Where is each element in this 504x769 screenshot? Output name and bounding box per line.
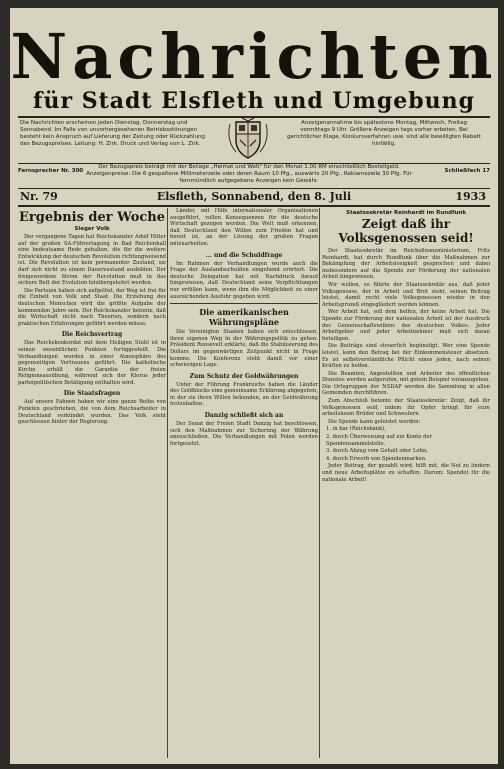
article-body — [170, 261, 318, 301]
column-divider — [167, 208, 168, 758]
masthead-subtitle: für Stadt Elsfleth und Umgebung — [33, 88, 475, 114]
phone-number: Fernsprecher Nr. 300 — [18, 168, 84, 174]
dateline-rule — [18, 205, 490, 207]
headline-week-result: Ergebnis der Woche — [18, 210, 166, 225]
paragraph: Wir wollen, so führte der Staatssekretär aus, daß jeder Volksgenosse, der in Arbeit und Brot steht, seinen Beitrag leistet, damit recht viele Volksgenossen wieder in den Arbeitsprozeß eingegliedert werden können. — [322, 281, 490, 308]
paragraph: Die Parteien haben sich aufgelöst, der Weg ist frei für die Einheit von Volk und Staat. Die Erziehung des deutschen Menschen wird die größte Aufgabe der kommenden Jahre sein. Der Reichskanzler betonte, daß die Wirtschaft nicht nach Theorien, sondern nach praktischen Erfahrungen geführt werden müsse. — [18, 287, 166, 327]
paragraph: Wer Arbeit hat, soll dem helfen, der keine Arbeit hat. Die Spende zur Förderung der nationalen Arbeit ist der Ausdruck des Gemeinschaftswillens des deutschen Volkes. Jeder Arbeitgeber und jeder Arbeitnehmer muß sich daran beteiligen. — [322, 309, 490, 342]
paragraph: Die Beamten, Angestellten und Arbeiter des öffentlichen Dienstes werden aufgerufen, mit gutem Beispiel voranzugehen. Die Ortsgruppen der NSDAP werden die Sammlung in allen Gemeinden durchführen. — [322, 370, 490, 397]
list-item: 4. durch Erwerb von Spendenmarken. — [326, 455, 427, 462]
article-body — [322, 463, 490, 483]
list-item: 1. in bar (Reichsbank), — [326, 426, 386, 433]
paragraph: Jeder Beitrag, der gezahlt wird, hilft mit, die Not zu lindern und neue Arbeitsplätze zu schaffen. Darum: Spendet für die nationale Arbeit! — [322, 463, 490, 483]
header-right-notice: Anzeigenannahme bis spätestens Montag, Mittwoch, Freitag vormittags 9 Uhr. Größere Anzeigen tags vorher erbeten. Bei gerichtlicher Klage, Konkursverfahren usw. sind alle bewilligten Rabatt hinfällig. — [287, 120, 481, 147]
article-body — [170, 421, 318, 447]
article-body — [322, 248, 490, 425]
column-divider — [319, 208, 320, 758]
masthead-title: Nachrichten — [10, 20, 498, 93]
section-divider — [170, 303, 318, 304]
paragraph: Das Reichskonkordat mit dem Heiligen Stuhl ist in seinen wesentlichen Punkten fertiggestellt. Die Verhandlungen wurden in einer Atmosphäre des gegenseitigen Vertrauens geführt. Die katholische Kirche erhält die Garantie der freien Religionsausübung, während sich der Klerus jeder parteipolitischen Betätigung enthalten wird. — [18, 340, 166, 386]
article-body — [18, 340, 166, 386]
subscription-notice: Der Bezugspreis beträgt mit der Beilage „Heimat und Welt" für den Monat 1.00 RM einschließlich Bestellgeld. Anzeigenpreise: Die 6 gespaltene Millimeterzeile oder deren Raum 10 Pfg., auswärts 20 Pfg., Reklamezeile 30 Pfg. Für fernmündlich aufgegebene Anzeigen kein Gewähr. — [86, 164, 412, 184]
paragraph: Die Spende kann geleistet werden: — [328, 418, 421, 425]
donation-methods-list — [322, 426, 490, 462]
coat-of-arms-icon — [222, 116, 274, 160]
column-1 — [18, 208, 166, 758]
info-rule-bottom — [18, 188, 490, 189]
paragraph: Auf unsere Fahnen haben wir eine ganze Reihe von Punkten geschrieben, die von dem Reichsarbeiter in Deutschland verkündet wurden. Das Volk steht geschlossen hinter der Regierung. — [18, 399, 166, 426]
headline-volksgenossen: Zeigt daß ihr Volksgenossen seid! — [338, 217, 474, 245]
paragraph: Der Staatssekretär im Reichsfinanzministerium, Fritz Reinhardt, hat durch Rundfunk über die Maßnahmen zur Bekämpfung der Arbeitslosigkeit gesprochen und dabei insbesondere auf die Spende zur Förderung der nationalen Arbeit hingewiesen. — [322, 248, 490, 281]
headline-currency-plans: Die amerikanischen Währungspläne — [199, 307, 289, 328]
newspaper-page — [10, 8, 498, 764]
column-3 — [322, 208, 490, 758]
subheading-reichsvertrag: Die Reichsvertrag — [61, 331, 123, 339]
article-body — [18, 399, 166, 425]
subheading-danzig: Danzig schließt sich an — [204, 412, 284, 420]
subheading-gold-protection: Zum Schutz der Goldwährungen — [189, 372, 299, 380]
paragraph: Im Rahmen der Verhandlungen wurde auch die Frage der Auslandsschulden eingehend erörtert. Die deutsche Delegation hat mit Nachdruck darauf hingewiesen, daß Deutschland seine Verpflichtungen nur erfüllen kann, wenn ihm die Möglichkeit zu einer ausreichenden Ausfuhr gegeben wird. — [170, 260, 318, 300]
issue-number: Nr. 79 — [20, 190, 58, 203]
article-body — [18, 234, 166, 327]
article-body — [170, 329, 318, 369]
issue-year: 1933 — [455, 190, 486, 203]
article-body — [170, 382, 318, 408]
paragraph: Länder, mit Hilfe internationaler Organisationen ausgeführt, vollen Konsequenzen für die deutsche Wirtschaft gezogen werden. Die Welt muß erkennen, daß Deutschland den Willen zum Frieden hat und bereit ist, an der Lösung der großen Fragen mitzuarbeiten. — [170, 208, 318, 247]
header-left-notice: Die Nachrichten erscheinen jeden Dienstag, Donnerstag und Sonnabend. Im Falle von unvorhergesehenen Betriebsstörungen besteht kein Anspruch auf Lieferung der Zeitung oder Rückzahlung des Bezugspreises. Leitung: H. Zirk. Druck und Verlag von L. Zirk. — [20, 120, 205, 147]
info-line — [18, 164, 490, 186]
column-2 — [170, 208, 318, 758]
dateline — [18, 190, 490, 206]
headline-week-kicker: Sieger Volk — [74, 226, 110, 232]
postbox-number: Schließfach 17 — [444, 168, 490, 174]
paragraph: Der vergangene Tagen hat Reichskanzler Adolf Hitler auf der großen SA-Führertagung in Bad Reichenhall eine bedeutsame Rede gehalten, die für die weitere Entwicklung der deutschen Revolution richtungweisend ist. Die Revolution ist kein permanenter Zustand, sie darf sich nicht zu einem Dauerzustand ausbilden. Der freigewordene Strom der Revolution muß in das sichere Bett der Evolution hinübergeleitet werden. — [18, 234, 166, 287]
issue-date: Elsfleth, Sonnabend, den 8. Juli — [156, 190, 352, 203]
article-kicker: Staatssekretär Reinhardt im Rundfunk — [346, 210, 466, 216]
list-item: 3. durch Abzug vom Gehalt oder Lohn, — [326, 448, 428, 455]
article-body — [170, 208, 318, 248]
paragraph: Die Vereinigten Staaten haben sich entschlossen, ihren eigenen Weg in der Währungspolitik zu gehen. Präsident Roosevelt erklärte, daß die Stabilisierung des Dollars im gegenwärtigen Zeitpunkt nicht in Frage komme. Die Konferenz steht damit vor einer schwierigen Lage. — [170, 329, 318, 369]
list-item: 2. durch Überweisung auf ein Konto der Spendensammelstelle, — [326, 434, 433, 447]
paragraph: Die Beiträge sind steuerlich begünstigt. Wer eine Spende leistet, kann den Betrag bei der Einkommensteuer absetzen. Es ist selbstverständliche Pflicht eines jeden, nach seinen Kräften zu helfen. — [322, 343, 490, 370]
paragraph: Zum Abschluß betonte der Staatssekretär: Zeigt, daß ihr Volksgenossen seid, indem ihr Opfer bringt für eure arbeitslosen Brüder und Schwestern. — [322, 398, 490, 418]
subheading-schuldfrage: ... und die Schuldfrage — [205, 251, 283, 259]
paragraph: Unter der Führung Frankreichs haben die Länder des Goldblocks eine gemeinsame Erklärung abgegeben, in der sie ihren Willen bekunden, an der Goldwährung festzuhalten. — [170, 381, 318, 408]
subheading-staatsfragen: Die Staatsfragen — [63, 390, 121, 398]
paragraph: Der Senat der Freien Stadt Danzig hat beschlossen, sich den Maßnahmen zur Sicherung der Währung anzuschließen. Die Verhandlungen mit Polen werden fortgesetzt. — [170, 421, 318, 447]
